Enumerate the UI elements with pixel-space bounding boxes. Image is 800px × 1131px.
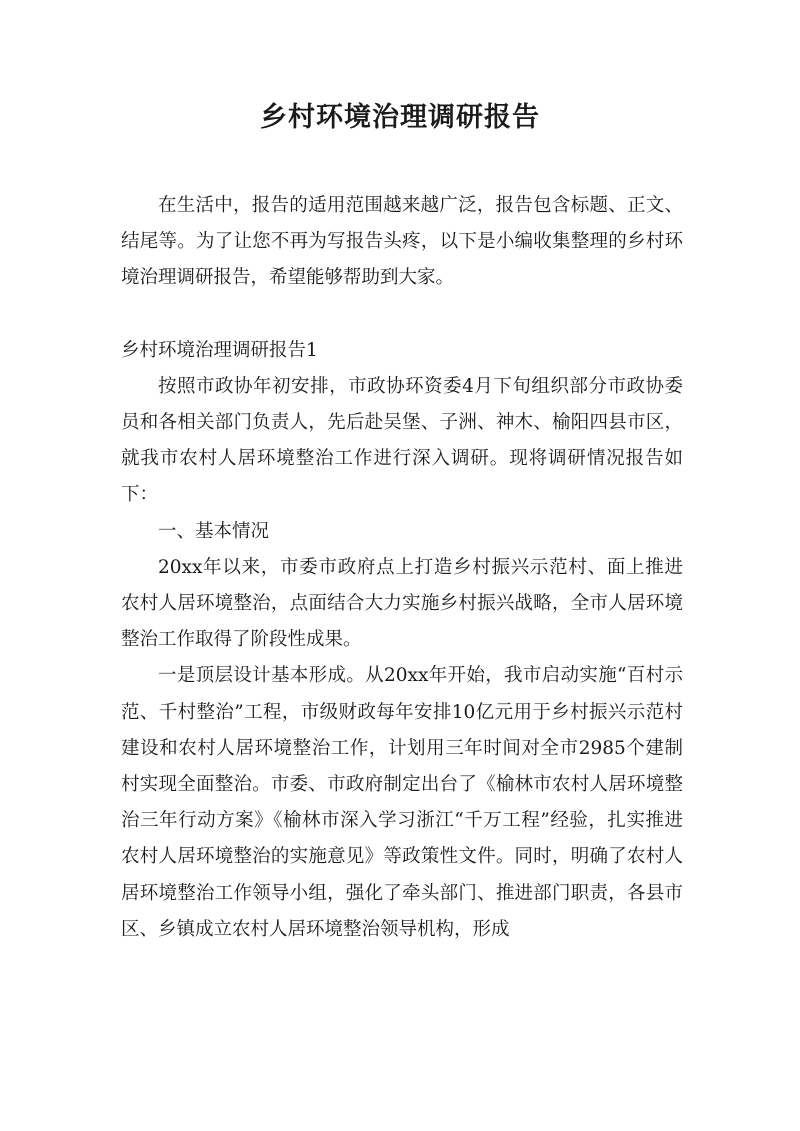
- body-paragraph-3: 一是顶层设计基本形成。从20xx年开始，我市启动实施“百村示范、千村整治”工程，市级财政每年安排10亿元用于乡村振兴示范村建设和农村人居环境整治工作，计划用三年时间对全市2985个建制村实现全面整治。市委、市政府制定出台了《榆林市农村人居环境整治三年行动方案》《榆林市深入学习浙江“千万工程”经验，扎实推进农村人居环境整治的实施意见》等政策性文件。同时，明确了农村人居环境整治工作领导小组，强化了牵头部门、推进部门职责，各县市区、乡镇成立农村人居环境整治领导机构，形成: [121, 665, 683, 940]
- paragraph-gap: [121, 297, 683, 333]
- subsection-heading: 一、基本情况: [158, 520, 270, 542]
- document-body: [121, 188, 683, 948]
- section-heading: 乡村环境治理调研报告1: [121, 339, 318, 361]
- body-paragraph-1: 按照市政协年初安排，市政协环资委4月下旬组织部分市政协委员和各相关部门负责人，先后赴吴堡、子洲、神木、榆阳四县市区，就我市农村人居环境整治工作进行深入调研。现将调研情况报告如下：: [121, 375, 683, 506]
- intro-paragraph: 在生活中，报告的适用范围越来越广泛，报告包含标题、正文、结尾等。为了让您不再为写报告头疼，以下是小编收集整理的乡村环境治理调研报告，希望能够帮助到大家。: [121, 195, 683, 289]
- body-paragraph-2: 20xx年以来，市委市政府点上打造乡村振兴示范村、面上推进农村人居环境整治，点面结合大力实施乡村振兴战略，全市人居环境整治工作取得了阶段性成果。: [121, 556, 683, 651]
- document-title: 乡村环境治理调研报告: [260, 102, 540, 133]
